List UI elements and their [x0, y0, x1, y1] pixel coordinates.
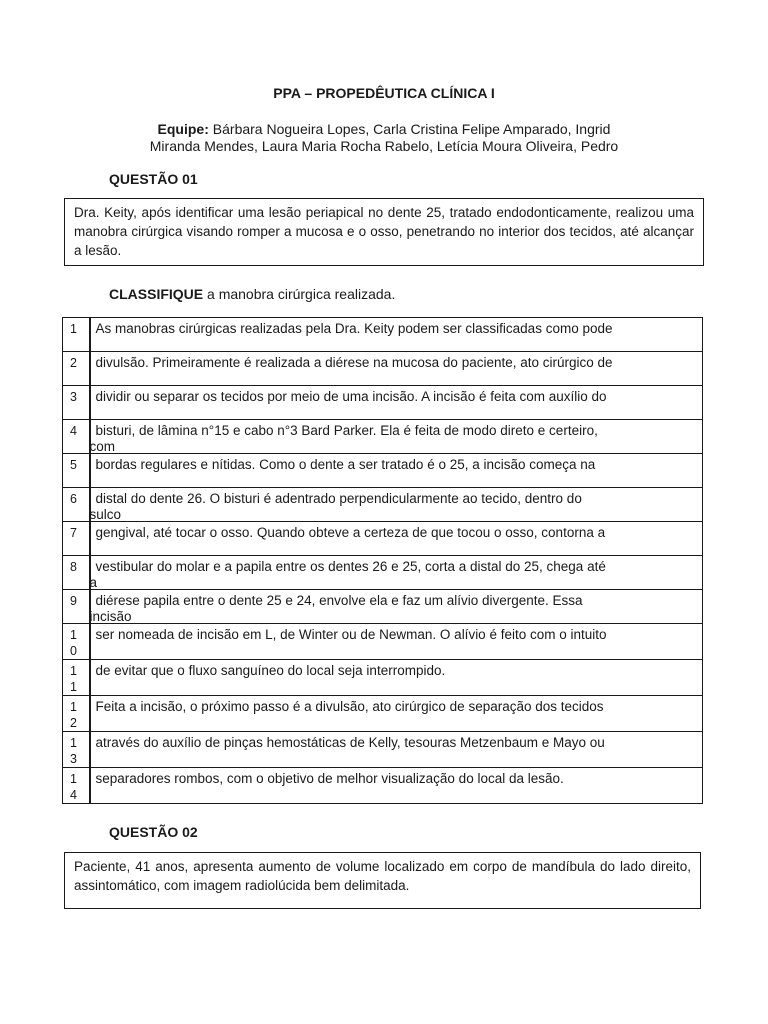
line-number-digit: 1: [70, 664, 77, 678]
line-text: [89, 593, 695, 625]
line-text-cell: [90, 732, 703, 768]
line-text-main: vestibular do molar e a papila entre os dentes 26 e 25, corta a distal do 25, chega até: [95, 559, 606, 574]
line-number: [63, 454, 90, 488]
team-block: [110, 121, 658, 155]
answer-line-row: [63, 386, 703, 420]
line-text-cell: [90, 696, 703, 732]
line-text: [96, 525, 695, 541]
instruction-text: a manobra cirúrgica realizada.: [203, 286, 396, 302]
line-text-overflow: sulco: [89, 507, 122, 522]
line-number: [63, 386, 90, 420]
line-text-main: distal do dente 26. O bisturi é adentrado perpendicularmente ao tecido, dentro do: [95, 491, 582, 506]
line-number-digit: 9: [70, 594, 77, 608]
line-text: [96, 699, 695, 715]
question-01-instruction: [109, 286, 395, 302]
line-number: [63, 696, 90, 732]
answer-line-row: [63, 420, 703, 454]
answer-line-row: [63, 624, 703, 660]
line-text-main: diérese papila entre o dente 25 e 24, envolve ela e faz um alívio divergente. Essa: [95, 593, 583, 608]
line-text-cell: [90, 488, 703, 522]
line-number-digit: 1: [70, 700, 77, 714]
line-text-main: ser nomeada de incisão em L, de Winter ou de Newman. O alívio é feito com o intuito: [95, 627, 607, 642]
line-text: [89, 423, 695, 455]
document-title: PPA – PROPEDÊUTICA CLÍNICA I: [273, 85, 495, 101]
line-number-digit: 4: [70, 788, 77, 802]
line-number-digit: 3: [70, 390, 77, 404]
line-number: [63, 660, 90, 696]
answer-line-row: [63, 454, 703, 488]
line-number: [63, 732, 90, 768]
line-text: [89, 491, 695, 523]
line-text: [96, 457, 695, 473]
line-number: [63, 352, 90, 386]
line-number: [63, 768, 90, 804]
line-number-digit: 0: [70, 644, 77, 658]
line-text: [96, 321, 695, 337]
line-number-digit: 7: [70, 526, 77, 540]
line-text-cell: [90, 624, 703, 660]
question-01-case-text: Dra. Keity, após identificar uma lesão periapical no dente 25, tratado endodonticamente, realizou uma manobra cirúrgica visando romper a mucosa e o osso, penetrando no interior dos tecidos, até alcançar a lesão.: [74, 205, 694, 258]
line-text: [96, 663, 695, 679]
question-02-heading: QUESTÃO 02: [109, 824, 198, 840]
line-text-cell: [90, 660, 703, 696]
line-number-digit: 2: [70, 716, 77, 730]
answer-line-row: [63, 318, 703, 352]
answer-line-row: [63, 696, 703, 732]
line-text-main: As manobras cirúrgicas realizadas pela Dra. Keity podem ser classificadas como pode: [95, 321, 613, 336]
line-number: [63, 488, 90, 522]
line-text-main: dividir ou separar os tecidos por meio de uma incisão. A incisão é feita com auxílio do: [95, 389, 607, 404]
line-text-overflow: a: [89, 575, 98, 590]
team-names-line1: Bárbara Nogueira Lopes, Carla Cristina Felipe Amparado, Ingrid: [212, 121, 611, 137]
answer-line-row: [63, 590, 703, 624]
line-text-main: de evitar que o fluxo sanguíneo do local seja interrompido.: [95, 663, 446, 678]
question-02-case-box: [64, 852, 701, 909]
answer-lines-table: [62, 317, 703, 804]
line-text-cell: [90, 386, 703, 420]
line-text-main: gengival, até tocar o osso. Quando obteve a certeza de que tocou o osso, contorna a: [95, 525, 606, 540]
line-number-digit: 1: [70, 736, 77, 750]
line-text-overflow: com: [89, 439, 116, 454]
team-label: Equipe:: [157, 121, 209, 137]
question-01-case-box: [64, 198, 704, 266]
line-text-main: bordas regulares e nítidas. Como o dente a ser tratado é o 25, a incisão começa na: [95, 457, 596, 472]
line-text-cell: [90, 590, 703, 624]
line-text-main: divulsão. Primeiramente é realizada a diérese na mucosa do paciente, ato cirúrgico de: [95, 355, 613, 370]
line-number: [63, 420, 90, 454]
line-number: [63, 318, 90, 352]
line-text: [89, 559, 695, 591]
answer-line-row: [63, 556, 703, 590]
line-number-digit: 1: [70, 772, 77, 786]
line-number-digit: 6: [70, 492, 77, 506]
line-text-main: bisturi, de lâmina n°15 e cabo n°3 Bard Parker. Ela é feita de modo direto e certeiro,: [95, 423, 598, 438]
line-number: [63, 556, 90, 590]
line-text-overflow: incisão: [89, 609, 132, 624]
line-number: [63, 624, 90, 660]
answer-line-row: [63, 352, 703, 386]
question-01-heading: QUESTÃO 01: [109, 171, 198, 187]
line-text-cell: [90, 420, 703, 454]
line-text-main: através do auxílio de pinças hemostáticas de Kelly, tesouras Metzenbaum e Mayo ou: [95, 735, 605, 750]
line-text-cell: [90, 352, 703, 386]
team-names-line2: Miranda Mendes, Laura Maria Rocha Rabelo, Letícia Moura Oliveira, Pedro: [149, 138, 619, 154]
line-number-digit: 1: [70, 680, 77, 694]
line-number-digit: 5: [70, 458, 77, 472]
answer-line-row: [63, 522, 703, 556]
line-number: [63, 590, 90, 624]
line-text-cell: [90, 768, 703, 804]
line-number-digit: 1: [70, 322, 77, 336]
instruction-keyword: CLASSIFIQUE: [109, 286, 204, 302]
line-text-cell: [90, 556, 703, 590]
line-number-digit: 2: [70, 356, 77, 370]
answer-line-row: [63, 732, 703, 768]
answer-line-row: [63, 488, 703, 522]
line-text-cell: [90, 522, 703, 556]
answer-line-row: [63, 660, 703, 696]
line-number-digit: 8: [70, 560, 77, 574]
line-text: [96, 627, 695, 643]
line-text-main: Feita a incisão, o próximo passo é a divulsão, ato cirúrgico de separação dos tecidos: [95, 699, 604, 714]
question-02-case-text: Paciente, 41 anos, apresenta aumento de volume localizado em corpo de mandíbula do lado direito, assintomático, com imagem radiolúcida bem delimitada.: [74, 859, 691, 893]
line-text-cell: [90, 318, 703, 352]
line-number-digit: 3: [70, 752, 77, 766]
line-number-digit: 4: [70, 424, 77, 438]
line-number-digit: 1: [70, 628, 77, 642]
line-text: [96, 389, 695, 405]
line-text: [96, 771, 695, 787]
line-text-cell: [90, 454, 703, 488]
line-text-main: separadores rombos, com o objetivo de melhor visualização do local da lesão.: [95, 771, 564, 786]
answer-line-row: [63, 768, 703, 804]
line-number: [63, 522, 90, 556]
line-text: [96, 735, 695, 751]
line-text: [96, 355, 695, 371]
